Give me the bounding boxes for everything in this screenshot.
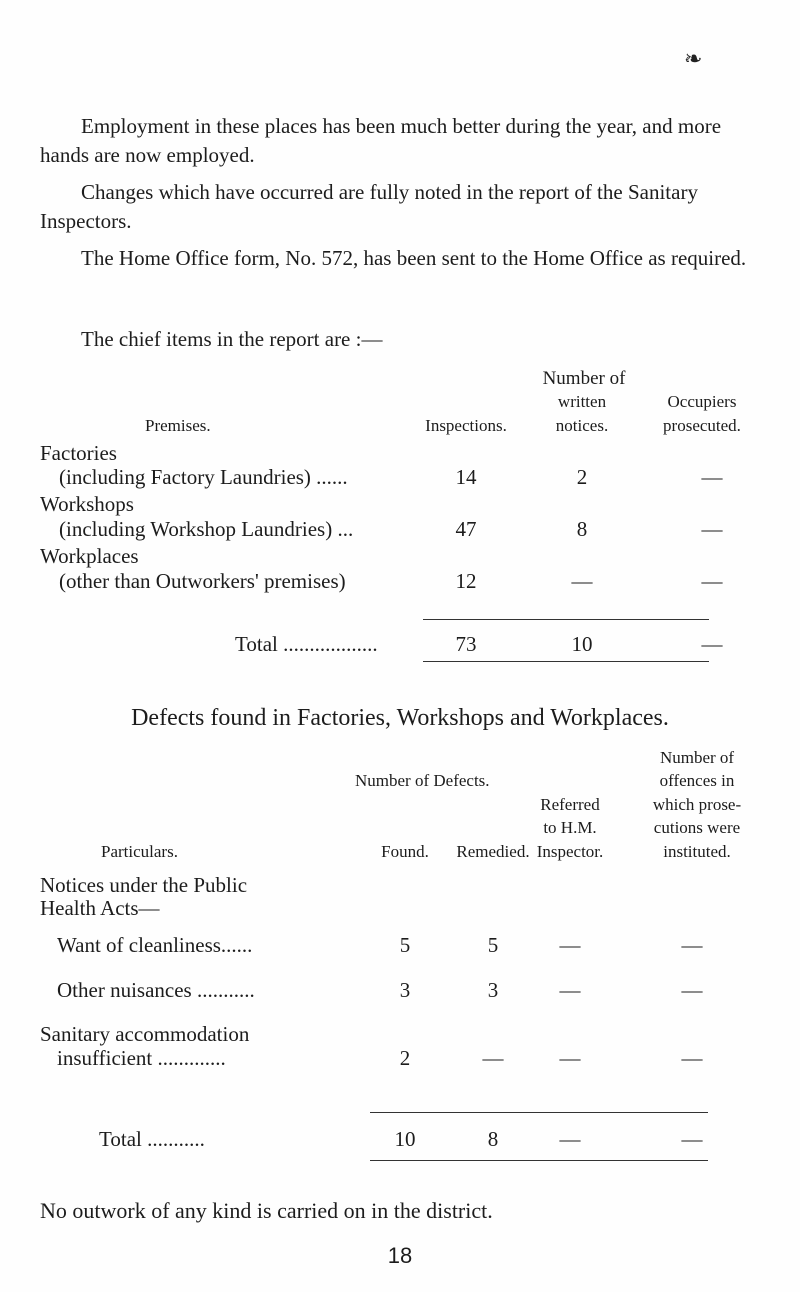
group-label-line-2: Health Acts— (40, 896, 160, 920)
cell-notices: 8 (576, 517, 588, 541)
header-offences-3: which prose- (652, 795, 742, 814)
cell-referred: — (559, 978, 581, 1002)
total-remedied: 8 (487, 1127, 499, 1151)
total-inspections: 73 (455, 632, 477, 656)
cell-referred: — (559, 933, 581, 957)
header-particulars: Particulars. (101, 842, 178, 861)
cell-offences: — (681, 1046, 703, 1070)
header-referred-3: Inspector. (536, 842, 604, 861)
section-title: Defects found in Factories, Workshops and Workplaces. (131, 705, 669, 731)
cell-referred: — (559, 1046, 581, 1070)
group-label-line-1: Notices under the Public (40, 873, 248, 897)
paragraph-employment: Employment in these places has been much better during the year, and more hands are now employed. (40, 114, 722, 167)
row-sublabel-workshops: (including Workshop Laundries) ... (59, 517, 354, 541)
row-label-workplaces: Workplaces (40, 544, 139, 568)
total-notices: 10 (571, 632, 593, 656)
header-written: written (557, 392, 607, 411)
header-inspections: Inspections. (425, 416, 507, 435)
row-sublabel-workplaces: (other than Outworkers' premises) (59, 569, 346, 593)
header-offences-2: offences in (659, 771, 735, 790)
row-sublabel-insufficient: insufficient ............. (57, 1046, 226, 1070)
header-premises: Premises. (145, 416, 211, 435)
row-label-factories: Factories (40, 441, 117, 465)
cell-inspections: 47 (455, 517, 477, 541)
row-sublabel-factories: (including Factory Laundries) ...... (59, 465, 348, 489)
page-number: 18 (387, 1243, 413, 1268)
total-referred: — (559, 1127, 581, 1151)
cell-found: 5 (399, 933, 411, 957)
printer-ornament: ❧ (684, 46, 703, 71)
header-offences-5: instituted. (663, 842, 731, 861)
cell-offences: — (681, 978, 703, 1002)
header-referred-1: Referred (540, 795, 600, 814)
rule-above-total (423, 619, 709, 620)
cell-offences: — (681, 933, 703, 957)
cell-remedied: 3 (487, 978, 499, 1002)
rule-below-total (370, 1160, 708, 1161)
total-found: 10 (394, 1127, 416, 1151)
cell-inspections: 14 (455, 465, 477, 489)
total-label: Total .................. (235, 632, 378, 656)
cell-prosecuted: — (701, 465, 723, 489)
header-number-of-defects: Number of Defects. (355, 771, 490, 790)
cell-prosecuted: — (701, 517, 723, 541)
row-label-workshops: Workshops (40, 492, 134, 516)
header-occupiers: Occupiers (667, 392, 737, 411)
closing-statement: No outwork of any kind is carried on in the district. (40, 1198, 493, 1223)
cell-inspections: 12 (455, 569, 477, 593)
cell-notices: 2 (576, 465, 588, 489)
header-offences-4: cutions were (653, 818, 741, 837)
cell-remedied: 5 (487, 933, 499, 957)
header-notices: notices. (555, 416, 609, 435)
header-number-of: Number of (542, 368, 626, 389)
cell-found: 2 (399, 1046, 411, 1070)
paragraph-changes: Changes which have occurred are fully noted in the report of the Sanitary Inspectors. (40, 180, 698, 233)
header-found: Found. (381, 842, 429, 861)
header-offences-1: Number of (659, 748, 735, 767)
rule-above-total (370, 1112, 708, 1113)
total-label: Total ........... (99, 1127, 205, 1151)
row-label-cleanliness: Want of cleanliness...... (57, 933, 253, 957)
cell-remedied: — (482, 1046, 504, 1070)
total-prosecuted: — (701, 632, 723, 656)
row-label-nuisances: Other nuisances ........... (57, 978, 255, 1002)
header-referred-2: to H.M. (543, 818, 597, 837)
paragraph-chief-items: The chief items in the report are :— (81, 327, 383, 351)
cell-prosecuted: — (701, 569, 723, 593)
row-label-sanitary: Sanitary accommodation (40, 1022, 250, 1046)
cell-found: 3 (399, 978, 411, 1002)
total-offences: — (681, 1127, 703, 1151)
header-remedied: Remedied. (456, 842, 530, 861)
rule-below-total (423, 661, 709, 662)
paragraph-home-office: The Home Office form, No. 572, has been sent to the Home Office as required. (81, 246, 747, 270)
header-prosecuted: prosecuted. (663, 416, 741, 435)
cell-notices: — (571, 569, 593, 593)
